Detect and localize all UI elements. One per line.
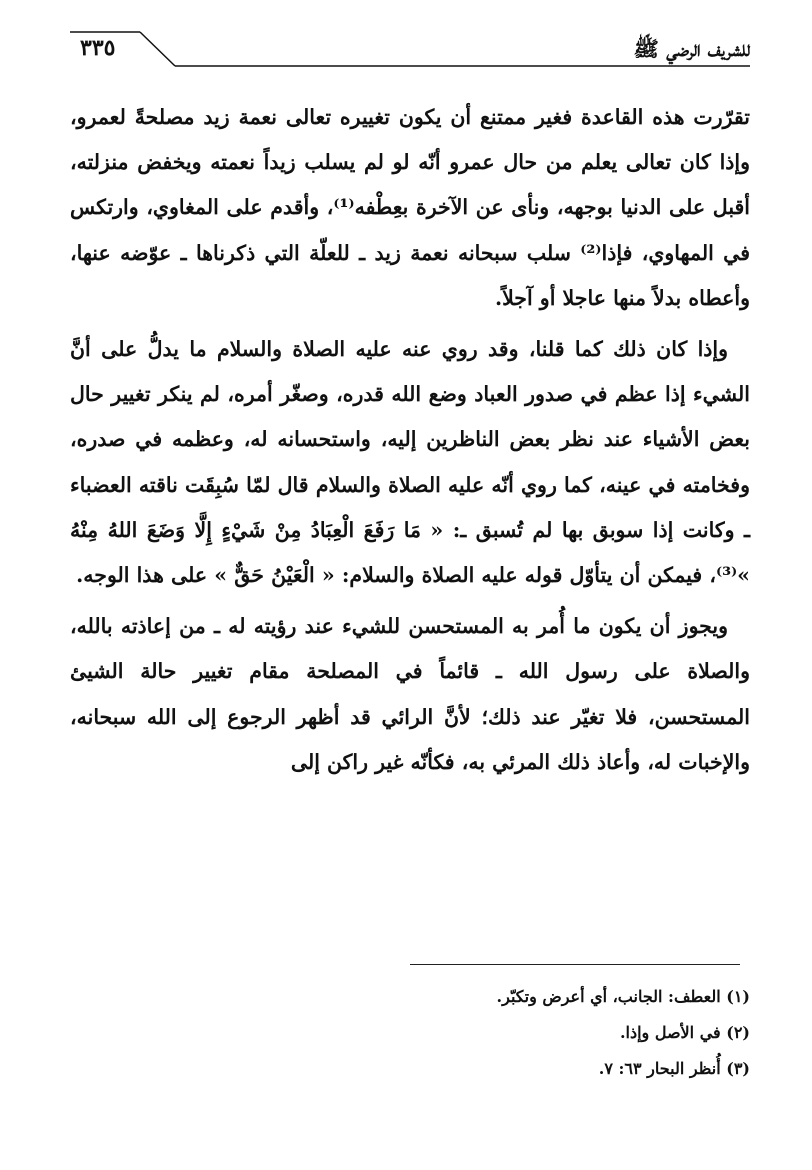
paragraph-1: تقرّرت هذه القاعدة فغير ممتنع أن يكون تغييره تعالى نعمة زيد مصلحةً لعمرو، وإذا كان تعالى يعلم من حال عمرو أنّه لو لم يسلب زيداً نعمته ويخفض منزلته، أقبل على الدنيا بوجهه، ونأى عن الآخرة بعِطْفه⁽¹⁾، وأقدم على المغاوي، وارتكس في المهاوي، فإذا⁽²⁾ سلب سبحانه نعمة زيد ـ للعلّة التي ذكرناها ـ عوّضه عنها، وأعطاه بدلاً منها عاجلا أو آجلاً.	[70, 105, 751, 310]
paragraph-2: وإذا كان ذلك كما قلنا، وقد روي عنه عليه الصلاة والسلام ما يدلُّ على أنَّ الشيء إذا عظم في صدور العباد وضع الله قدره، وصغّر أمره، لم ينكر تغيير حال بعض الأشياء عند نظر بعض الناظرين إليه، واستحسانه له، وعظمه في صدره، وفخامته في عينه، كما روي أنّه عليه الصلاة والسلام قال لمّا سُبِقَت ناقته العضباء ـ وكانت إذا سوبق بها لم تُسبق ـ: « مَا رَفَعَ الْعِبَادُ مِنْ شَيْءٍ إِلَّا وَضَعَ اللهُ مِنْهُ »⁽³⁾، فيمكن أن يتأوّل قوله عليه الصلاة والسلام: « الْعَيْنُ حَقٌّ » على هذا الوجه.	[70, 337, 750, 588]
body-text	[70, 95, 750, 785]
footnotes	[70, 985, 750, 1093]
footnote-separator	[410, 964, 740, 965]
running-title: للشريف الرضي ﷺ	[633, 36, 750, 61]
paragraph-3: ويجوز أن يكون ما أُمر به المستحسن للشيء عند رؤيته له ـ من إعاذته بالله، والصلاة على رسول الله ـ قائماً في المصلحة مقام تغيير حالة الشيئ المستحسن، فلا تغيّر عند ذلك؛ لأنَّ الرائي قد أظهر الرجوع إلى الله سبحانه، والإخبات له، وأعاذ ذلك المرئي به، فكأنّه غير راكن إلى	[70, 614, 750, 774]
page-number: ٣٣٥	[80, 35, 116, 61]
footnote-1: (١) العطف: الجانب، أي أعرض وتكبّر.	[496, 987, 750, 1006]
running-header	[70, 30, 750, 70]
footnote-3: (٣) أُنظر البحار ٦٣: ٧.	[598, 1059, 750, 1078]
footnote-2: (٢) في الأصل وإذا.	[619, 1023, 750, 1042]
